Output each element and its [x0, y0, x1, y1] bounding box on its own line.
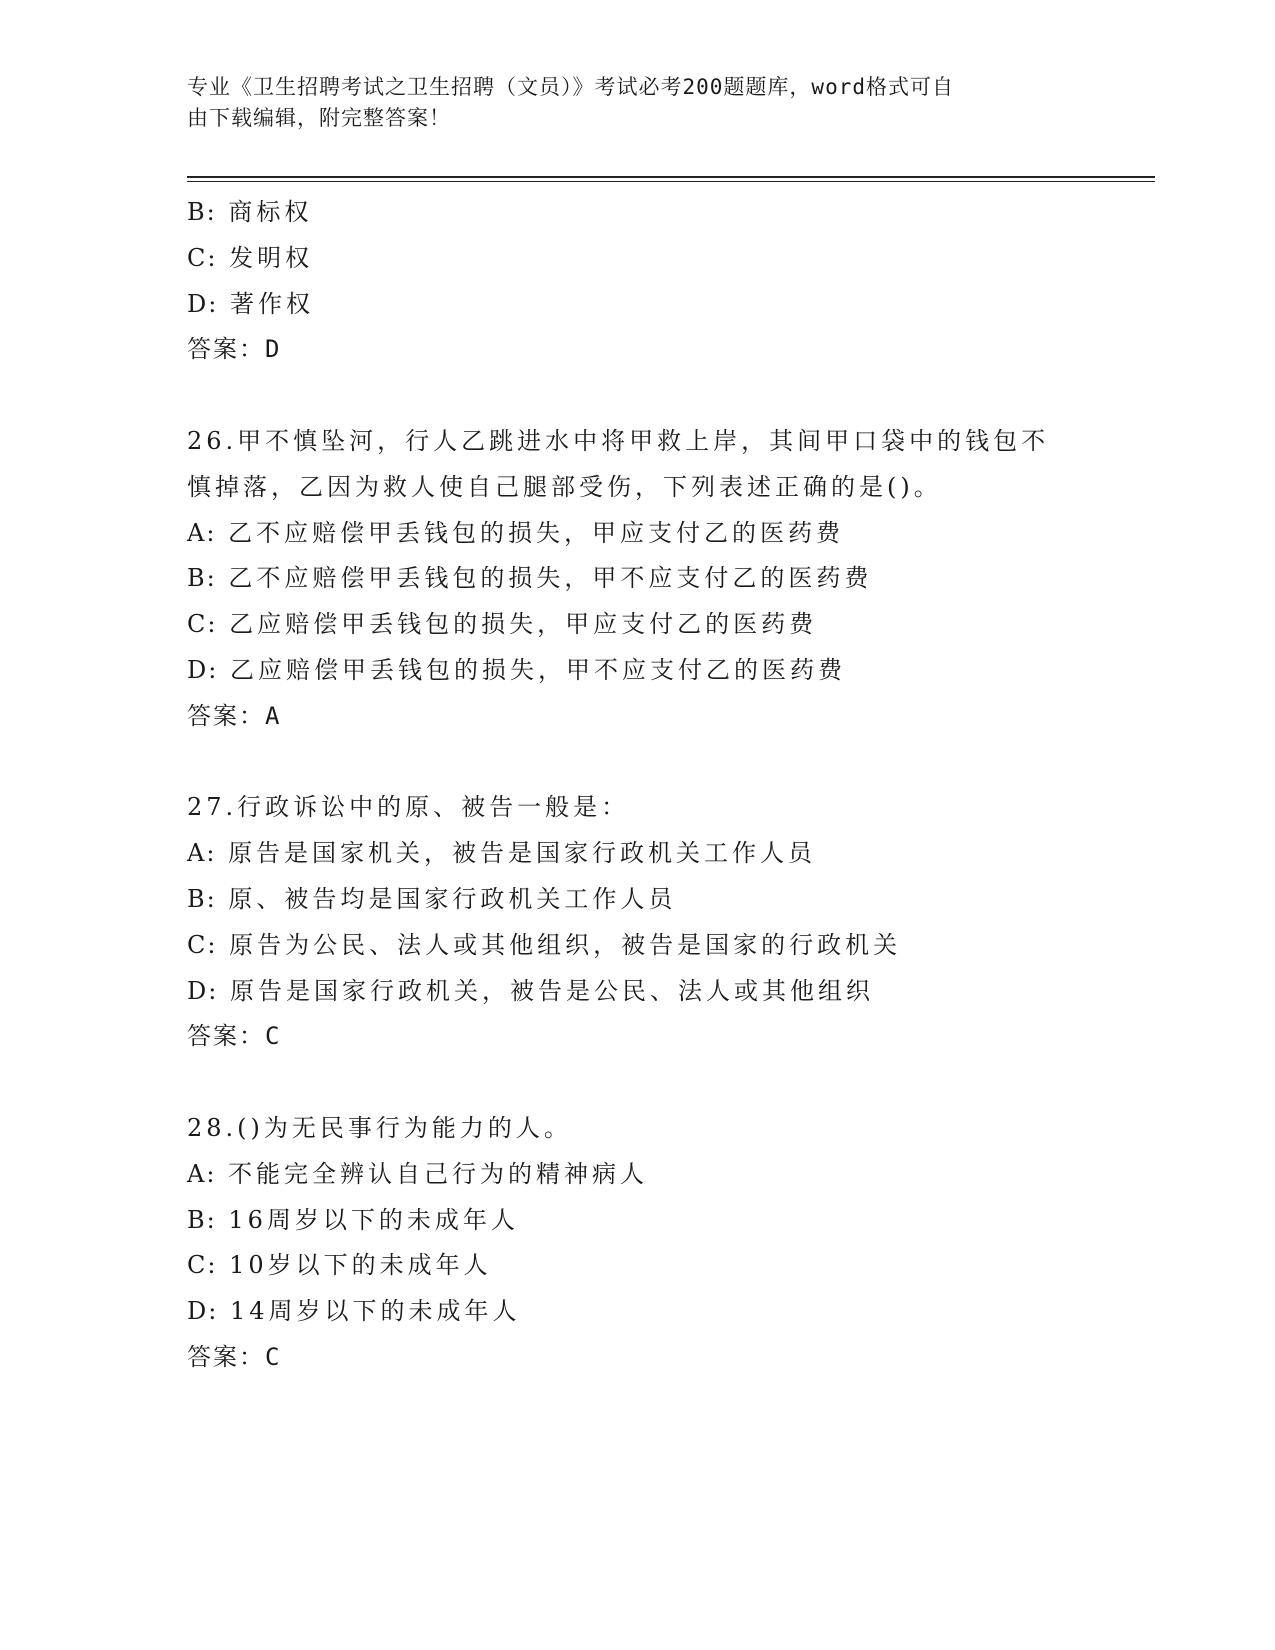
option-a: A: 乙不应赔偿甲丢钱包的损失，甲应支付乙的医药费 [187, 518, 845, 547]
question-stem: 26.甲不慎坠河，行人乙跳进水中将甲救上岸，其间甲口袋中的钱包不 [187, 426, 1050, 455]
option-c: C: 乙应赔偿甲丢钱包的损失，甲应支付乙的医药费 [187, 610, 818, 639]
option-c: C: 发明权 [187, 243, 314, 272]
option-a: A: 原告是国家机关，被告是国家行政机关工作人员 [187, 839, 817, 868]
answer-line: 答案：C [187, 1022, 280, 1051]
answer-line: 答案：A [187, 701, 280, 730]
document-header [187, 72, 1067, 134]
option-d: D: 乙应赔偿甲丢钱包的损失，甲不应支付乙的医药费 [187, 655, 846, 684]
question-25-continued [187, 190, 1147, 373]
question-list [187, 190, 1147, 1381]
option-b: B: 商标权 [187, 198, 313, 226]
header-line-1: 专业《卫生招聘考试之卫生招聘（文员）》考试必考200题题库，word格式可自 [187, 75, 954, 99]
question-27 [187, 785, 1147, 1060]
option-a: A: 不能完全辨认自己行为的精神病人 [187, 1159, 649, 1188]
option-d: D: 著作权 [187, 289, 314, 318]
option-b: B: 16周岁以下的未成年人 [187, 1205, 519, 1234]
option-c: C: 10岁以下的未成年人 [187, 1251, 492, 1280]
answer-line: 答案：D [187, 335, 280, 364]
question-stem: 慎掉落，乙因为救人使自己腿部受伤，下列表述正确的是()。 [187, 472, 942, 501]
question-26 [187, 419, 1147, 740]
header-divider-thin [187, 181, 1155, 182]
option-c: C: 原告为公民、法人或其他组织，被告是国家的行政机关 [187, 930, 902, 959]
option-d: D: 原告是国家行政机关，被告是公民、法人或其他组织 [187, 976, 874, 1005]
header-line-2: 由下载编辑，附完整答案！ [187, 106, 451, 130]
header-divider-thick [187, 176, 1155, 178]
question-stem: 28.()为无民事行为能力的人。 [187, 1113, 572, 1142]
option-b: B: 乙不应赔偿甲丢钱包的损失，甲不应支付乙的医药费 [187, 564, 873, 593]
question-28 [187, 1106, 1147, 1381]
answer-line: 答案：C [187, 1342, 280, 1371]
question-stem: 27.行政诉讼中的原、被告一般是： [187, 793, 630, 822]
option-b: B: 原、被告均是国家行政机关工作人员 [187, 884, 677, 913]
option-d: D: 14周岁以下的未成年人 [187, 1297, 521, 1326]
